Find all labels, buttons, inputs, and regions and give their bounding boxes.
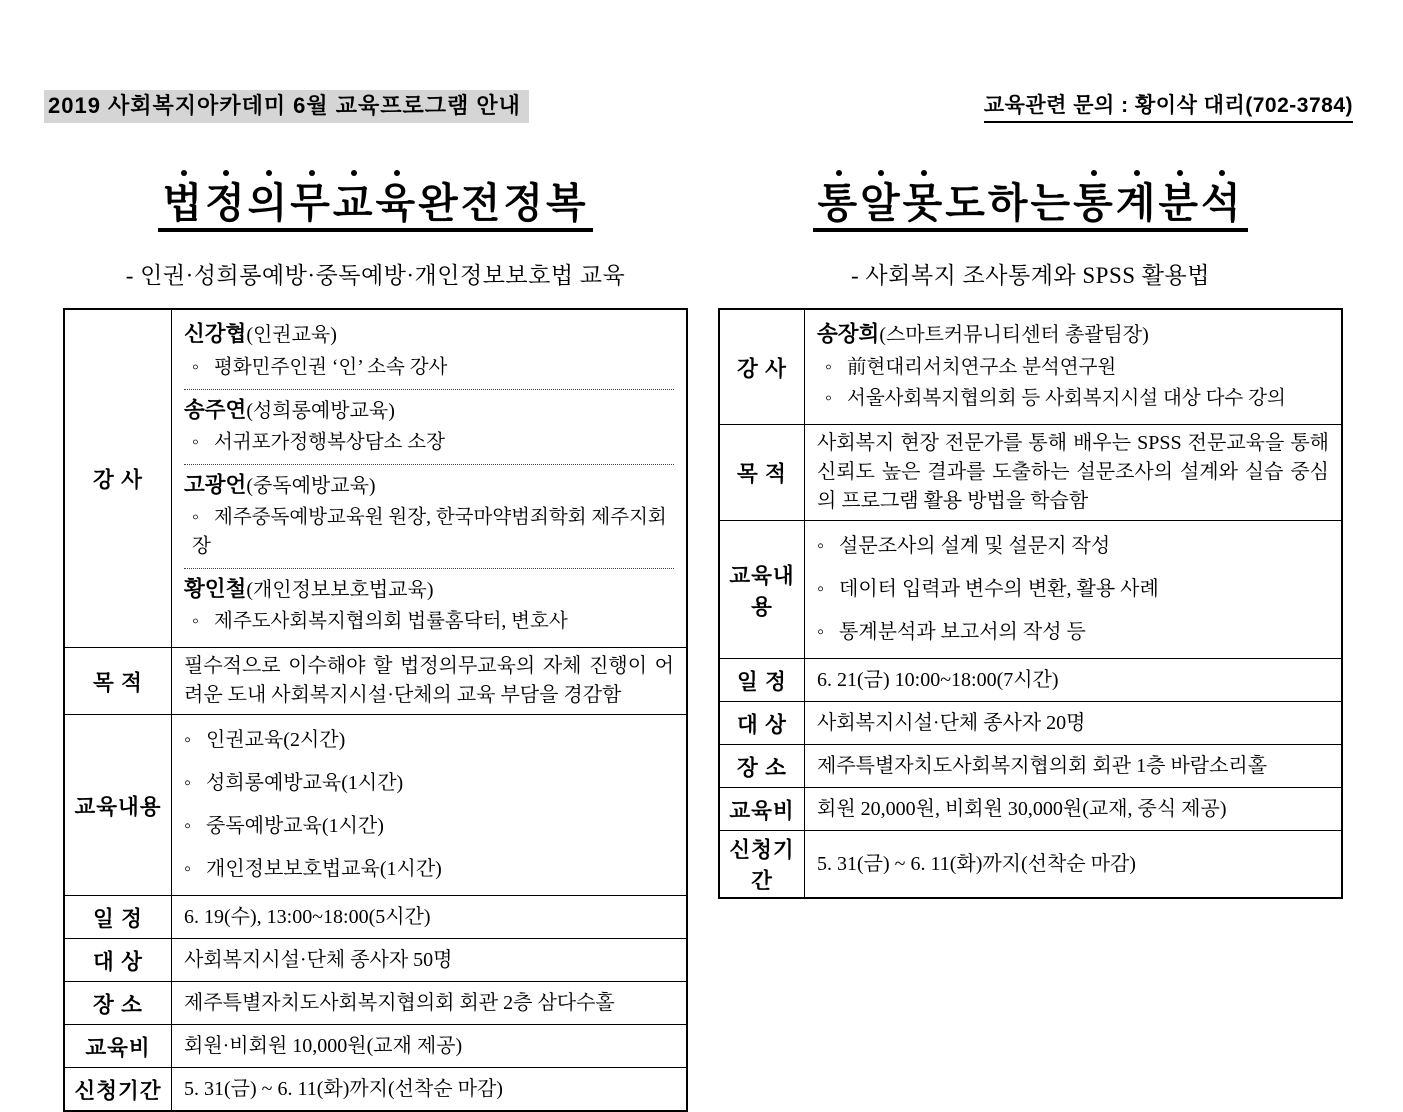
bullet-icon: ◦ [817, 578, 825, 601]
bullet-icon: ◦ [817, 535, 825, 558]
item-text: 성희롱예방교육(1시간) [206, 772, 404, 795]
row-label: 교육비 [65, 1025, 172, 1067]
row-content [172, 1068, 686, 1110]
instructor-note [184, 504, 674, 561]
row-label: 목 적 [720, 425, 805, 520]
bullet-icon: ◦ [184, 858, 192, 881]
program-table [718, 308, 1343, 899]
row-label: 교육내용 [65, 715, 172, 895]
title-char: 법 [162, 180, 206, 227]
table-row [720, 744, 1341, 787]
document-title: 2019 사회복지아카데미 6월 교육프로그램 안내 [44, 90, 529, 123]
row-content [805, 702, 1341, 744]
row-value: 회원 20,000원, 비회원 30,000원(교재, 중식 제공) [817, 797, 1227, 820]
table-row [65, 895, 686, 938]
content-item [817, 532, 1329, 561]
row-label: 교육비 [720, 788, 805, 830]
program-title-wrap [63, 167, 688, 243]
table-row [65, 647, 686, 714]
title-char: 완 [418, 180, 461, 227]
row-value: 제주특별자치도사회복지협의회 회관 1층 바람소리홀 [817, 754, 1268, 777]
instructor-subject: (중독예방교육) [246, 475, 376, 498]
row-content [805, 831, 1341, 897]
row-value: 회원·비회원 10,000원(교재 제공) [184, 1034, 463, 1057]
table-row [65, 981, 686, 1024]
instructor-name: 송장희 [817, 322, 880, 347]
table-row [720, 787, 1341, 830]
row-label: 강 사 [720, 310, 805, 424]
instructor-subject: (개인정보보호법교육) [246, 578, 434, 601]
instructor-note [184, 608, 674, 636]
table-row [720, 310, 1341, 424]
program-statistics [718, 149, 1343, 1112]
item-text: 인권교육(2시간) [206, 729, 346, 752]
instructor-name-line [184, 470, 674, 501]
title-char: 무 [290, 180, 333, 227]
row-label: 대 상 [720, 702, 805, 744]
instructor-entry [184, 389, 674, 464]
table-row [65, 714, 686, 895]
title-char: 정 [503, 180, 546, 227]
row-content [172, 939, 686, 981]
bullet-icon: ◦ [184, 815, 192, 838]
item-text: 데이터 입력과 변수의 변환, 활용 사례 [839, 578, 1159, 601]
title-char: 복 [545, 180, 589, 227]
bullet-icon: ◦ [184, 772, 192, 795]
contact-info: 교육관련 문의 : 황이삭 대리(702-3784) [984, 93, 1353, 123]
title-char: 계 [1115, 180, 1159, 227]
item-text: 개인정보보호법교육(1시간) [206, 858, 442, 881]
row-content [172, 715, 686, 895]
bullet-icon: ◦ [825, 356, 832, 378]
item-text: 중독예방교육(1시간) [206, 815, 384, 838]
row-label: 장 소 [720, 745, 805, 787]
table-row [720, 520, 1341, 658]
table-row [720, 658, 1341, 701]
instructor-note [184, 354, 674, 382]
bullet-icon: ◦ [825, 387, 832, 409]
row-value: 5. 31(금) ~ 6. 11(화)까지(선착순 마감) [817, 852, 1136, 875]
program-subtitle: - 인권·성희롱예방·중독예방·개인정보보호법 교육 [125, 263, 626, 289]
item-text: 설문조사의 설계 및 설문지 작성 [839, 535, 1111, 558]
instructor-name-line [817, 319, 1329, 350]
table-row [65, 1024, 686, 1067]
title-char: 전 [460, 180, 504, 227]
instructor-name: 고광언 [184, 473, 247, 498]
row-content [172, 310, 686, 647]
content-item [184, 769, 674, 798]
instructor-name: 신강협 [184, 322, 247, 347]
instructor-subject: (인권교육) [246, 324, 337, 347]
title-char: 도 [945, 180, 988, 227]
note-text: 서귀포가정행복상담소 소장 [214, 432, 445, 453]
program-title [158, 167, 592, 232]
document-page [0, 90, 1403, 1103]
content-item [184, 726, 674, 755]
title-char: 분 [1158, 180, 1201, 227]
program-legal-education [63, 149, 688, 1112]
row-value: 6. 19(수), 13:00~18:00(5시간) [184, 905, 431, 928]
table-row [720, 424, 1341, 520]
instructor-subject: (스마트커뮤니티센터 총괄팀장) [879, 324, 1149, 347]
table-row [65, 938, 686, 981]
row-content [805, 425, 1341, 520]
title-char: 하 [987, 180, 1031, 227]
title-char: 정 [205, 180, 248, 227]
instructor-entry [184, 314, 674, 388]
row-content [805, 788, 1341, 830]
row-value: 사회복지시설·단체 종사자 50명 [184, 948, 453, 971]
table-row [65, 310, 686, 647]
bullet-icon: ◦ [192, 356, 199, 378]
row-content [805, 521, 1341, 658]
row-content [805, 310, 1341, 424]
note-text: 서울사회복지협의회 등 사회복지시설 대상 다수 강의 [847, 387, 1286, 409]
row-content [805, 745, 1341, 787]
content-item [184, 855, 674, 884]
bullet-icon: ◦ [192, 432, 199, 453]
document-header [44, 90, 1353, 123]
title-char: 통 [817, 180, 861, 227]
row-content [172, 896, 686, 938]
program-columns [63, 149, 1342, 1112]
purpose-text: 필수적으로 이수해야 할 법정의무교육의 자체 진행이 어려운 도내 사회복지시설·단체의 교육 부담을 경감함 [184, 655, 674, 707]
instructor-entry [184, 464, 674, 568]
content-item [817, 575, 1329, 604]
row-value: 제주특별자치도사회복지협의회 회관 2층 삼다수홀 [184, 991, 615, 1014]
row-label: 장 소 [65, 982, 172, 1024]
row-content [805, 659, 1341, 701]
title-char: 는 [1030, 180, 1074, 227]
row-value: 5. 31(금) ~ 6. 11(화)까지(선착순 마감) [184, 1077, 503, 1100]
program-table [63, 308, 688, 1112]
title-char: 통 [1073, 180, 1116, 227]
row-label: 일 정 [65, 896, 172, 938]
instructor-note [817, 354, 1329, 382]
instructor-note [817, 385, 1329, 413]
bullet-icon: ◦ [184, 729, 192, 752]
item-text: 통계분석과 보고서의 작성 등 [839, 621, 1086, 644]
purpose-text: 사회복지 현장 전문가를 통해 배우는 SPSS 전문교육을 통해 신뢰도 높은 결과를 도출하는 설문조사의 설계와 실습 중심의 프로그램 활용 방법을 학습함 [817, 432, 1329, 513]
program-subtitle: - 사회복지 조사통계와 SPSS 활용법 [851, 263, 1210, 289]
program-title [813, 167, 1247, 232]
row-label: 목 적 [65, 648, 172, 714]
row-label: 강 사 [65, 310, 172, 647]
instructor-name-line [184, 395, 674, 426]
row-label: 신청기간 [65, 1068, 172, 1110]
row-label: 교육내용 [720, 521, 805, 658]
row-content [172, 1025, 686, 1067]
instructor-entry [184, 568, 674, 643]
table-row [720, 701, 1341, 744]
note-text: 제주중독예방교육원 원장, 한국마약범죄학회 제주지회장 [192, 507, 667, 557]
bullet-icon: ◦ [817, 621, 825, 644]
table-row [720, 830, 1341, 897]
row-content [172, 982, 686, 1024]
table-row [65, 1067, 686, 1110]
instructor-name: 송주연 [184, 397, 247, 422]
title-char: 의 [247, 180, 291, 227]
note-text: 제주도사회복지협의회 법률홈닥터, 변호사 [214, 611, 568, 633]
bullet-icon: ◦ [192, 611, 199, 633]
row-label: 일 정 [720, 659, 805, 701]
row-content [172, 648, 686, 714]
program-title-wrap [718, 167, 1343, 243]
row-value: 사회복지시설·단체 종사자 20명 [817, 711, 1086, 734]
row-label: 대 상 [65, 939, 172, 981]
row-value: 6. 21(금) 10:00~18:00(7시간) [817, 668, 1059, 691]
instructor-subject: (성희롱예방교육) [246, 399, 395, 422]
title-char: 알 [860, 180, 903, 227]
instructor-entry [817, 314, 1329, 420]
instructor-name-line [184, 319, 674, 350]
title-char: 못 [902, 180, 946, 227]
row-label: 신청기간 [720, 831, 805, 897]
instructor-note [184, 429, 674, 457]
title-char: 육 [375, 180, 419, 227]
title-char: 교 [332, 180, 376, 227]
instructor-name-line [184, 574, 674, 605]
content-item [184, 812, 674, 841]
title-char: 석 [1200, 180, 1244, 227]
note-text: 평화민주인권 ‘인’ 소속 강사 [214, 356, 448, 378]
content-item [817, 618, 1329, 647]
note-text: 前현대리서치연구소 분석연구원 [847, 356, 1117, 378]
instructor-name: 황인철 [184, 576, 247, 601]
bullet-icon: ◦ [192, 507, 199, 529]
